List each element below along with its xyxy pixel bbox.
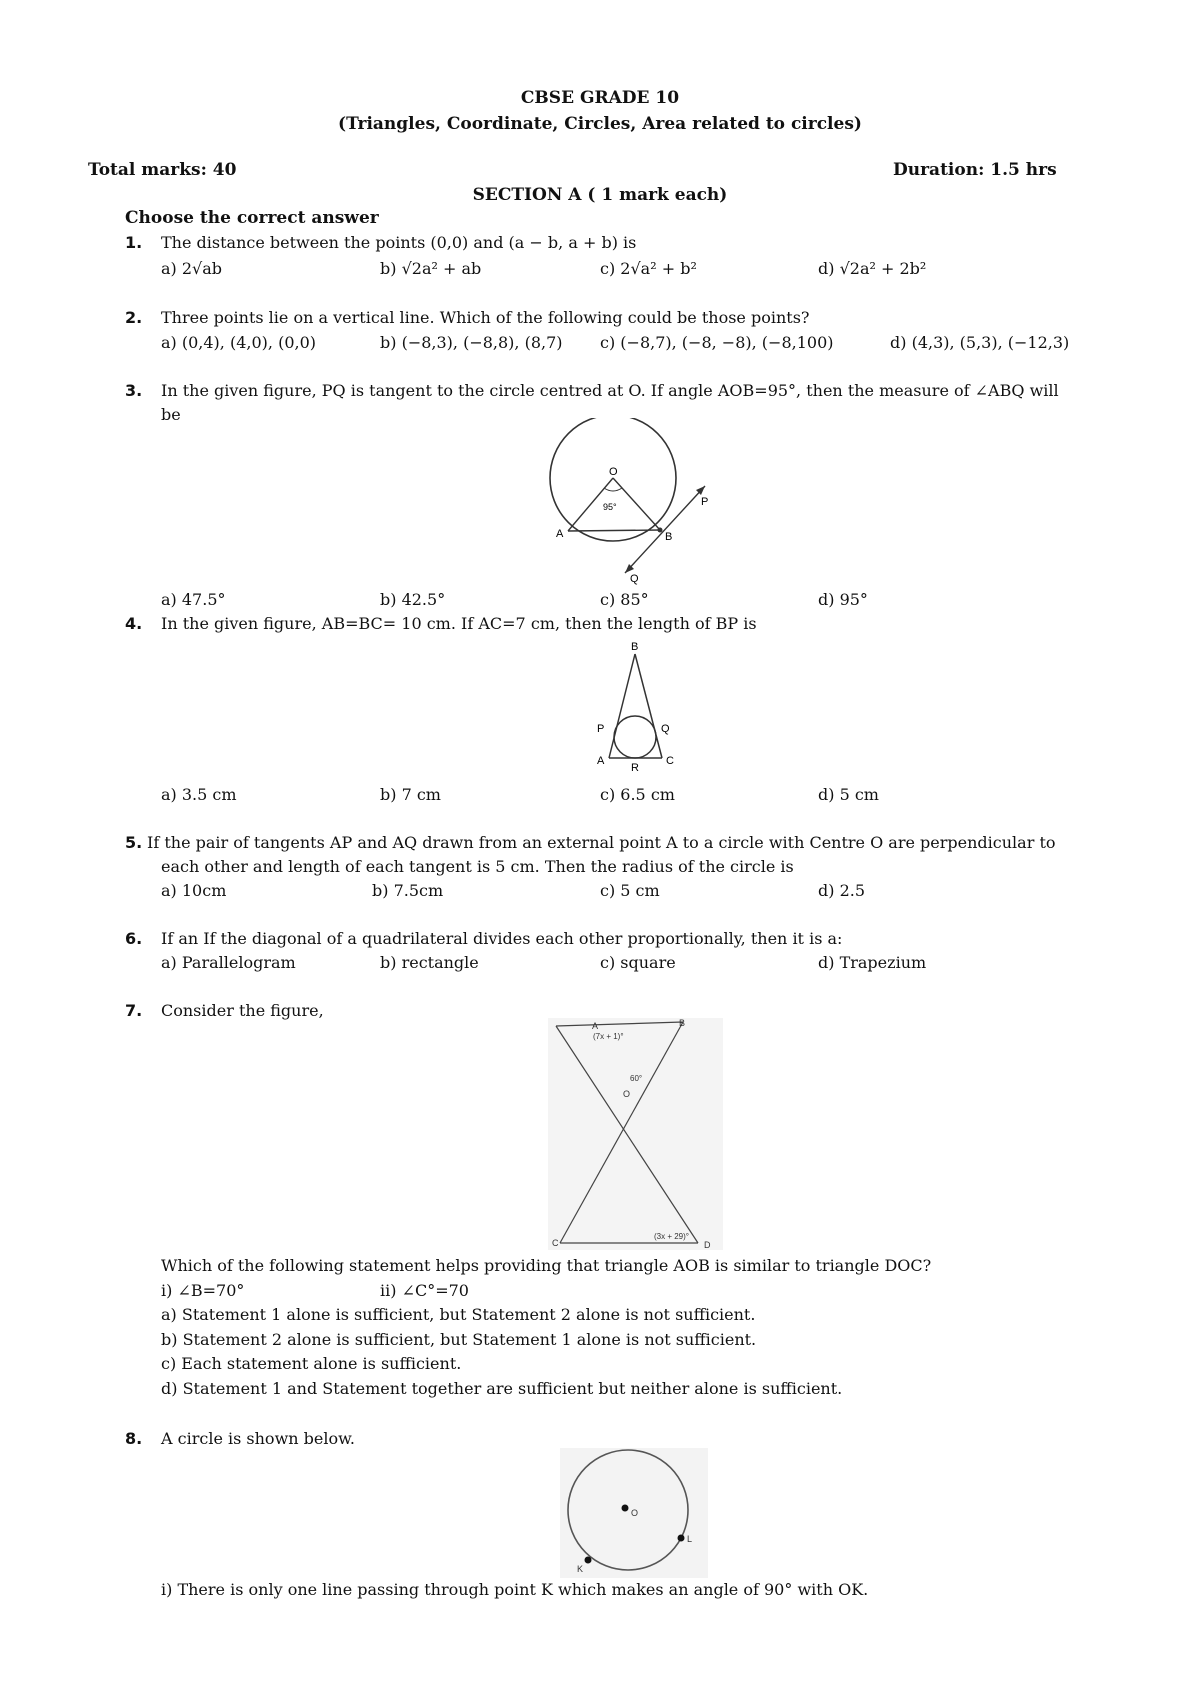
- q5-text-cont: each other and length of each tangent is 5 cm. Then the radius of the circle is: [161, 857, 794, 876]
- q1-text: The distance between the points (0,0) and (a − b, a + b) is: [161, 233, 637, 252]
- q5-option-c: c) 5 cm: [600, 881, 660, 900]
- q7-label-angle-d: (3x + 29)°: [654, 1232, 689, 1241]
- q3-figure-circle-tangent: [540, 418, 720, 588]
- q6-number: 6.: [125, 929, 143, 948]
- q3-label-b: B: [665, 531, 673, 543]
- q2-option-a: a) (0,4), (4,0), (0,0): [161, 333, 316, 352]
- q3-label-p: P: [701, 496, 709, 508]
- q7-option-a: a) Statement 1 alone is sufficient, but Statement 2 alone is not sufficient.: [161, 1305, 756, 1324]
- q5-number: 5.: [125, 833, 143, 852]
- total-marks: Total marks: 40: [88, 160, 237, 180]
- q8-label-o: O: [631, 1508, 639, 1518]
- q7-label-c: C: [552, 1238, 559, 1248]
- q2-option-b: b) (−8,3), (−8,8), (8,7): [380, 333, 563, 352]
- q2-option-c: c) (−8,7), (−8, −8), (−8,100): [600, 333, 834, 352]
- q1-option-d: d) √2a² + 2b²: [818, 259, 927, 278]
- q7-text: Consider the figure,: [161, 1001, 324, 1020]
- duration: Duration: 1.5 hrs: [893, 160, 1057, 180]
- q1-option-a: a) 2√ab: [161, 259, 223, 278]
- q2-option-d: d) (4,3), (5,3), (−12,3): [890, 333, 1070, 352]
- instruction: Choose the correct answer: [125, 208, 379, 228]
- q7-label-o: O: [623, 1089, 631, 1099]
- q4-option-a: a) 3.5 cm: [161, 785, 237, 804]
- q7-prompt: Which of the following statement helps providing that triangle AOB is similar to triangle DOC?: [161, 1256, 932, 1275]
- q4-label-c: C: [666, 755, 674, 767]
- q3-text: In the given figure, PQ is tangent to the circle centred at O. If angle AOB=95°, then the measure of ∠ABQ will: [161, 381, 1059, 400]
- q8-label-k: K: [577, 1564, 584, 1574]
- q3-label-a: A: [556, 528, 564, 540]
- q8-figure-circle: [560, 1448, 708, 1578]
- q3-option-d: d) 95°: [818, 590, 868, 609]
- q3-label-q: Q: [630, 573, 639, 585]
- q7-label-a: A: [592, 1021, 599, 1031]
- q5-option-d: d) 2.5: [818, 881, 866, 900]
- doc-title: CBSE GRADE 10: [520, 88, 680, 108]
- q4-label-q: Q: [661, 723, 670, 735]
- q2-text: Three points lie on a vertical line. Which of the following could be those points?: [161, 308, 810, 327]
- q1-number: 1.: [125, 233, 143, 252]
- q7-number: 7.: [125, 1001, 143, 1020]
- q3-label-o: O: [609, 466, 618, 478]
- q5-text: If the pair of tangents AP and AQ drawn from an external point A to a circle with Centre O are perpendicular to: [147, 833, 1056, 852]
- q7-statement-1: i) ∠B=70°: [161, 1281, 245, 1300]
- doc-subtitle: (Triangles, Coordinate, Circles, Area related to circles): [338, 114, 862, 134]
- q3-option-c: c) 85°: [600, 590, 649, 609]
- q4-label-p: P: [597, 723, 605, 735]
- q8-text: A circle is shown below.: [161, 1429, 355, 1448]
- q8-statement-1: i) There is only one line passing through point K which makes an angle of 90° with OK.: [161, 1580, 869, 1599]
- q3-number: 3.: [125, 381, 143, 400]
- q3-label-angle: 95°: [603, 502, 617, 512]
- q2-number: 2.: [125, 308, 143, 327]
- q5-option-a: a) 10cm: [161, 881, 227, 900]
- q4-label-r: R: [631, 762, 639, 774]
- q7-option-c: c) Each statement alone is sufficient.: [161, 1354, 462, 1373]
- q8-number: 8.: [125, 1429, 143, 1448]
- q4-figure-triangle-incircle: [585, 640, 685, 775]
- q4-option-b: b) 7 cm: [380, 785, 441, 804]
- q3-option-a: a) 47.5°: [161, 590, 226, 609]
- q7-label-angle-o: 60°: [630, 1074, 643, 1083]
- q4-text: In the given figure, AB=BC= 10 cm. If AC=7 cm, then the length of BP is: [161, 614, 757, 633]
- q4-option-c: c) 6.5 cm: [600, 785, 675, 804]
- q4-label-b: B: [631, 641, 639, 653]
- q7-label-d: D: [704, 1240, 711, 1250]
- q7-statement-2: ii) ∠C°=70: [380, 1281, 469, 1300]
- q7-label-angle-a: (7x + 1)°: [593, 1032, 624, 1041]
- q7-option-d: d) Statement 1 and Statement together are sufficient but neither alone is sufficient.: [161, 1379, 843, 1398]
- q6-text: If an If the diagonal of a quadrilateral divides each other proportionally, then it is a:: [161, 929, 843, 948]
- q1-option-c: c) 2√a² + b²: [600, 259, 697, 278]
- q7-label-b: B: [679, 1018, 686, 1028]
- q3-text-cont: be: [161, 405, 181, 424]
- q7-figure-crossed-triangles: [548, 1018, 723, 1250]
- q4-label-a: A: [597, 755, 605, 767]
- q6-option-c: c) square: [600, 953, 676, 972]
- section-heading: SECTION A ( 1 mark each): [472, 185, 728, 205]
- q6-option-d: d) Trapezium: [818, 953, 927, 972]
- q1-option-b: b) √2a² + ab: [380, 259, 482, 278]
- q5-option-b: b) 7.5cm: [372, 881, 444, 900]
- q7-option-b: b) Statement 2 alone is sufficient, but Statement 1 alone is not sufficient.: [161, 1330, 757, 1349]
- q6-option-a: a) Parallelogram: [161, 953, 296, 972]
- q8-label-l: L: [687, 1534, 693, 1544]
- q6-option-b: b) rectangle: [380, 953, 479, 972]
- q3-option-b: b) 42.5°: [380, 590, 446, 609]
- q4-option-d: d) 5 cm: [818, 785, 879, 804]
- q4-number: 4.: [125, 614, 143, 633]
